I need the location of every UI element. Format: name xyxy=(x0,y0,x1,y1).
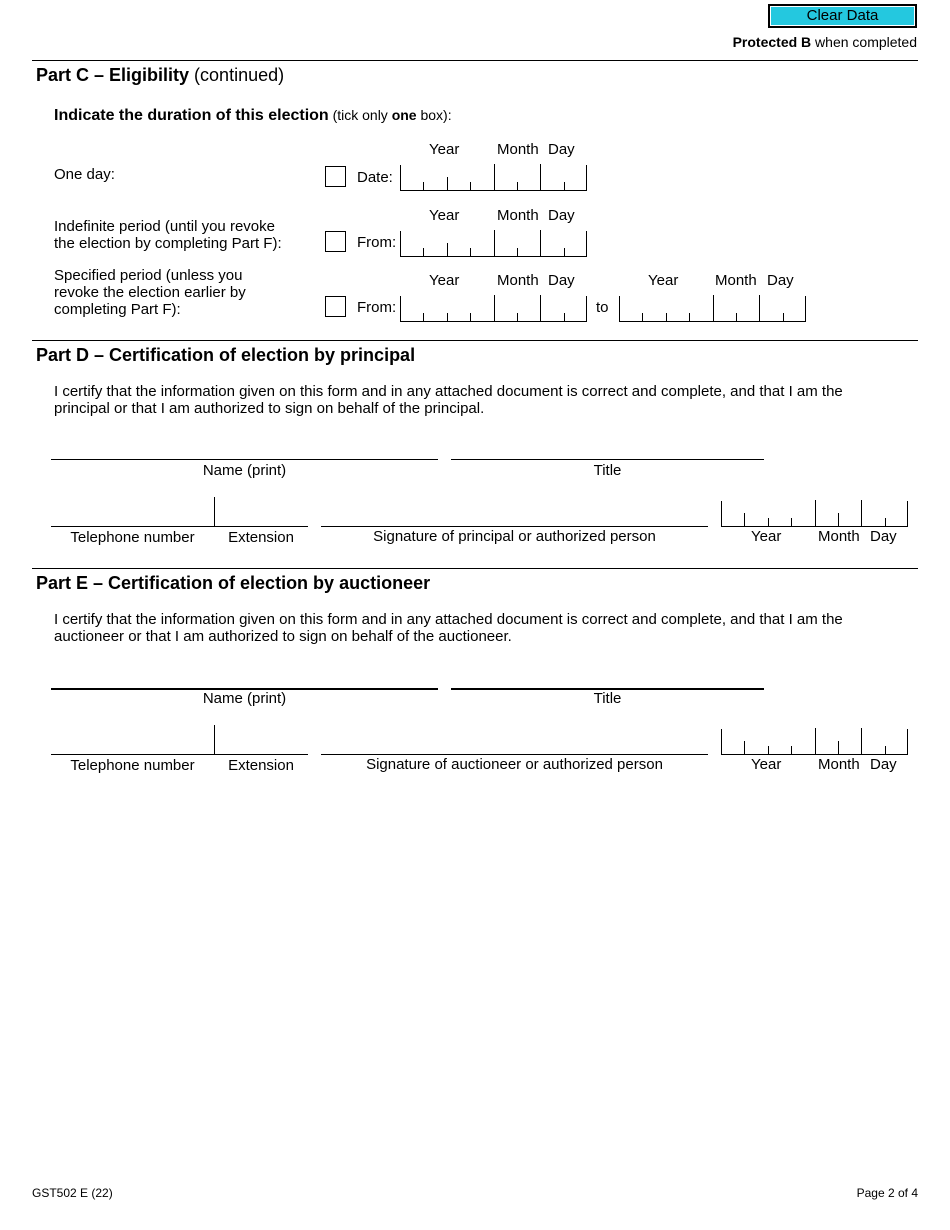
column-month: Month xyxy=(497,141,539,158)
column-year: Year xyxy=(429,141,460,158)
from-label: From: xyxy=(357,299,397,316)
extension-label: Extension xyxy=(228,757,294,774)
date-comb-divider xyxy=(642,313,643,321)
date-comb-divider xyxy=(791,746,792,754)
date-comb-divider xyxy=(470,313,471,321)
name-field[interactable] xyxy=(51,459,438,460)
extension-separator xyxy=(214,497,215,526)
column-month: Month xyxy=(497,207,539,224)
date-comb-divider xyxy=(861,500,862,526)
specified-from-date-field[interactable] xyxy=(400,296,587,322)
title-label: Title xyxy=(593,462,622,479)
column-day: Day xyxy=(548,207,575,224)
date-comb-divider xyxy=(494,164,495,190)
protected-level: Protected B xyxy=(732,34,812,50)
date-comb-divider xyxy=(423,182,424,190)
date-comb-divider xyxy=(736,313,737,321)
one-day-label: One day: xyxy=(54,166,115,183)
column-year: Year xyxy=(429,272,460,289)
from-label: From: xyxy=(357,234,397,251)
telephone-label: Telephone number xyxy=(70,529,195,546)
date-comb-divider xyxy=(759,295,760,321)
column-day: Day xyxy=(548,272,575,289)
indefinite-period-label: Indefinite period (until you revoke the election by completing Part F): xyxy=(54,218,282,252)
column-year: Year xyxy=(751,756,782,773)
signature-field[interactable] xyxy=(321,526,708,527)
signature-label: Signature of principal or authorized person xyxy=(373,528,656,545)
column-day: Day xyxy=(767,272,794,289)
column-day: Day xyxy=(870,756,897,773)
telephone-field[interactable] xyxy=(51,754,308,755)
date-comb-divider xyxy=(517,248,518,256)
date-comb-divider xyxy=(564,248,565,256)
protected-notice xyxy=(733,34,917,50)
date-comb-divider xyxy=(517,313,518,321)
date-comb-divider xyxy=(713,295,714,321)
date-comb-divider xyxy=(517,182,518,190)
page-number: Page 2 of 4 xyxy=(856,1186,918,1200)
one-day-checkbox[interactable] xyxy=(325,166,346,187)
date-comb-divider xyxy=(666,313,667,321)
date-comb-divider xyxy=(540,164,541,190)
date-comb-divider xyxy=(783,313,784,321)
date-comb-divider xyxy=(494,230,495,256)
date-comb-divider xyxy=(564,182,565,190)
column-month: Month xyxy=(818,756,860,773)
indefinite-from-date-field[interactable] xyxy=(400,231,587,257)
date-comb-divider xyxy=(791,518,792,526)
date-comb-divider xyxy=(470,182,471,190)
form-id: GST502 E (22) xyxy=(32,1186,113,1200)
title-field[interactable] xyxy=(451,459,764,460)
date-comb-divider xyxy=(564,313,565,321)
column-day: Day xyxy=(870,528,897,545)
date-comb-divider xyxy=(815,500,816,526)
name-label: Name (print) xyxy=(202,462,287,479)
column-month: Month xyxy=(497,272,539,289)
date-comb-divider xyxy=(838,513,839,526)
signature-date-field[interactable] xyxy=(721,501,908,527)
date-comb-divider xyxy=(447,243,448,256)
column-year: Year xyxy=(429,207,460,224)
part-d-title: Part D – Certification of election by principal xyxy=(36,345,416,365)
signature-label: Signature of auctioneer or authorized person xyxy=(366,756,663,773)
date-comb-divider xyxy=(768,518,769,526)
date-comb-divider xyxy=(838,741,839,754)
name-label: Name (print) xyxy=(202,690,287,707)
telephone-label: Telephone number xyxy=(70,757,195,774)
date-comb-divider xyxy=(470,248,471,256)
date-comb-divider xyxy=(885,518,886,526)
signature-field[interactable] xyxy=(321,754,708,755)
date-comb-divider xyxy=(423,248,424,256)
column-month: Month xyxy=(818,528,860,545)
date-comb-divider xyxy=(689,313,690,321)
column-month: Month xyxy=(715,272,757,289)
specified-to-date-field[interactable] xyxy=(619,296,806,322)
date-comb-divider xyxy=(447,313,448,321)
indefinite-period-checkbox[interactable] xyxy=(325,231,346,252)
date-comb-divider xyxy=(540,230,541,256)
part-e-certification-text: I certify that the information given on this form and in any attached document is correct and complete, and that I am the auctioneer or that I am authorized to sign on behalf of the auctioneer. xyxy=(54,611,843,645)
date-comb-divider xyxy=(815,728,816,754)
date-comb-divider xyxy=(540,295,541,321)
column-day: Day xyxy=(548,141,575,158)
divider xyxy=(32,340,918,341)
divider xyxy=(32,60,918,61)
specified-period-label: Specified period (unless you revoke the election earlier by completing Part F): xyxy=(54,267,246,318)
extension-separator xyxy=(214,725,215,754)
date-comb-divider xyxy=(447,177,448,190)
telephone-field[interactable] xyxy=(51,526,308,527)
date-comb-divider xyxy=(768,746,769,754)
signature-date-field[interactable] xyxy=(721,729,908,755)
clear-data-button[interactable]: Clear Data xyxy=(768,4,917,28)
to-label: to xyxy=(596,299,609,316)
part-d-certification-text: I certify that the information given on this form and in any attached document is correct and complete, and that I am the principal or that I am authorized to sign on behalf of the principal. xyxy=(54,383,843,417)
extension-label: Extension xyxy=(228,529,294,546)
protected-suffix: when completed xyxy=(811,34,917,50)
column-year: Year xyxy=(751,528,782,545)
date-comb-divider xyxy=(744,513,745,526)
date-comb-divider xyxy=(885,746,886,754)
date-comb-divider xyxy=(861,728,862,754)
column-year: Year xyxy=(648,272,679,289)
part-c-title: Part C – Eligibility (continued) xyxy=(36,65,285,85)
date-comb-divider xyxy=(423,313,424,321)
date-comb-divider xyxy=(494,295,495,321)
divider xyxy=(32,568,918,569)
title-label: Title xyxy=(593,690,622,707)
date-label: Date: xyxy=(357,169,393,186)
one-day-date-field[interactable] xyxy=(400,165,587,191)
specified-period-checkbox[interactable] xyxy=(325,296,346,317)
part-e-title: Part E – Certification of election by auctioneer xyxy=(36,573,431,593)
date-comb-divider xyxy=(744,741,745,754)
duration-instruction: Indicate the duration of this election (tick only one box): xyxy=(54,107,452,124)
